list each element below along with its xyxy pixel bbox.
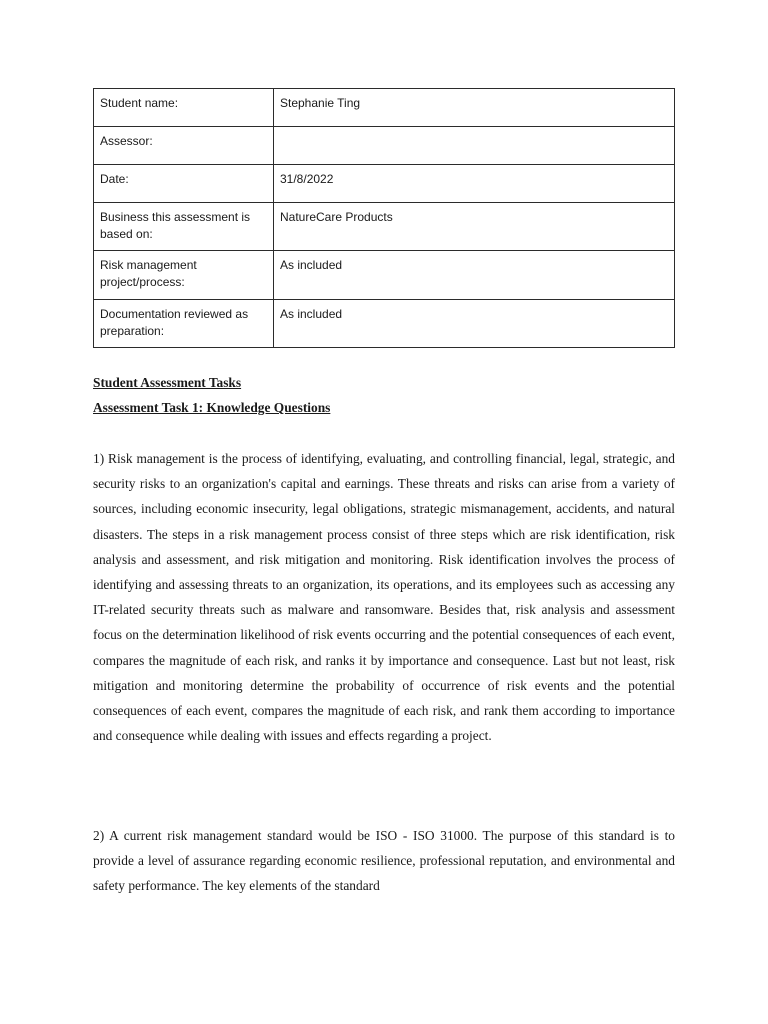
student-name-value: Stephanie Ting [274, 89, 675, 127]
table-row [94, 127, 675, 165]
documentation-label: Documentation reviewed as preparation: [94, 300, 274, 348]
assessor-value [274, 127, 675, 165]
student-info-table [93, 88, 675, 348]
risk-process-value: As included [274, 251, 675, 300]
table-row [94, 203, 675, 251]
student-name-label: Student name: [94, 89, 274, 127]
table-row [94, 165, 675, 203]
task-heading: Assessment Task 1: Knowledge Questions [93, 400, 331, 415]
answer-paragraph-1: 1) Risk management is the process of identifying, evaluating, and controlling financial, legal, strategic, and security risks to an organization's capital and earnings. These threats and risks can arise from a variety of sources, including economic insecurity, legal obligations, strategic mismanagement, accidents, and natural disasters. The steps in a risk management process consist of three steps which are risk identification, risk analysis and assessment, and risk mitigation and monitoring. Risk identification involves the process of identifying and assessing threats to an organization, its operations, and its employees such as accessing any IT-related security threats such as malware and ransomware. Besides that, risk analysis and assessment focus on the determination likelihood of risk events occurring and the potential consequences of each event, compares the magnitude of each risk, and ranks it by importance and consequence. Last but not least, risk mitigation and monitoring determine the probability of occurrence of risk events and the potential consequences of each event, compares the magnitude of each risk, and rank them according to importance and consequence while dealing with issues and effects regarding a project. [93, 451, 675, 744]
assessor-label: Assessor: [94, 127, 274, 165]
date-label: Date: [94, 165, 274, 203]
section-heading: Student Assessment Tasks [93, 375, 242, 390]
table-row [94, 300, 675, 348]
documentation-value: As included [274, 300, 675, 348]
table-row [94, 89, 675, 127]
answer-paragraph-2: 2) A current risk management standard would be ISO - ISO 31000. The purpose of this standard is to provide a level of assurance regarding economic resilience, professional reputation, and environmental and safety performance. The key elements of the standard [93, 828, 675, 894]
date-value: 31/8/2022 [274, 165, 675, 203]
business-label: Business this assessment is based on: [94, 203, 274, 251]
risk-process-label: Risk management project/process: [94, 251, 274, 300]
business-value: NatureCare Products [274, 203, 675, 251]
table-row [94, 251, 675, 300]
